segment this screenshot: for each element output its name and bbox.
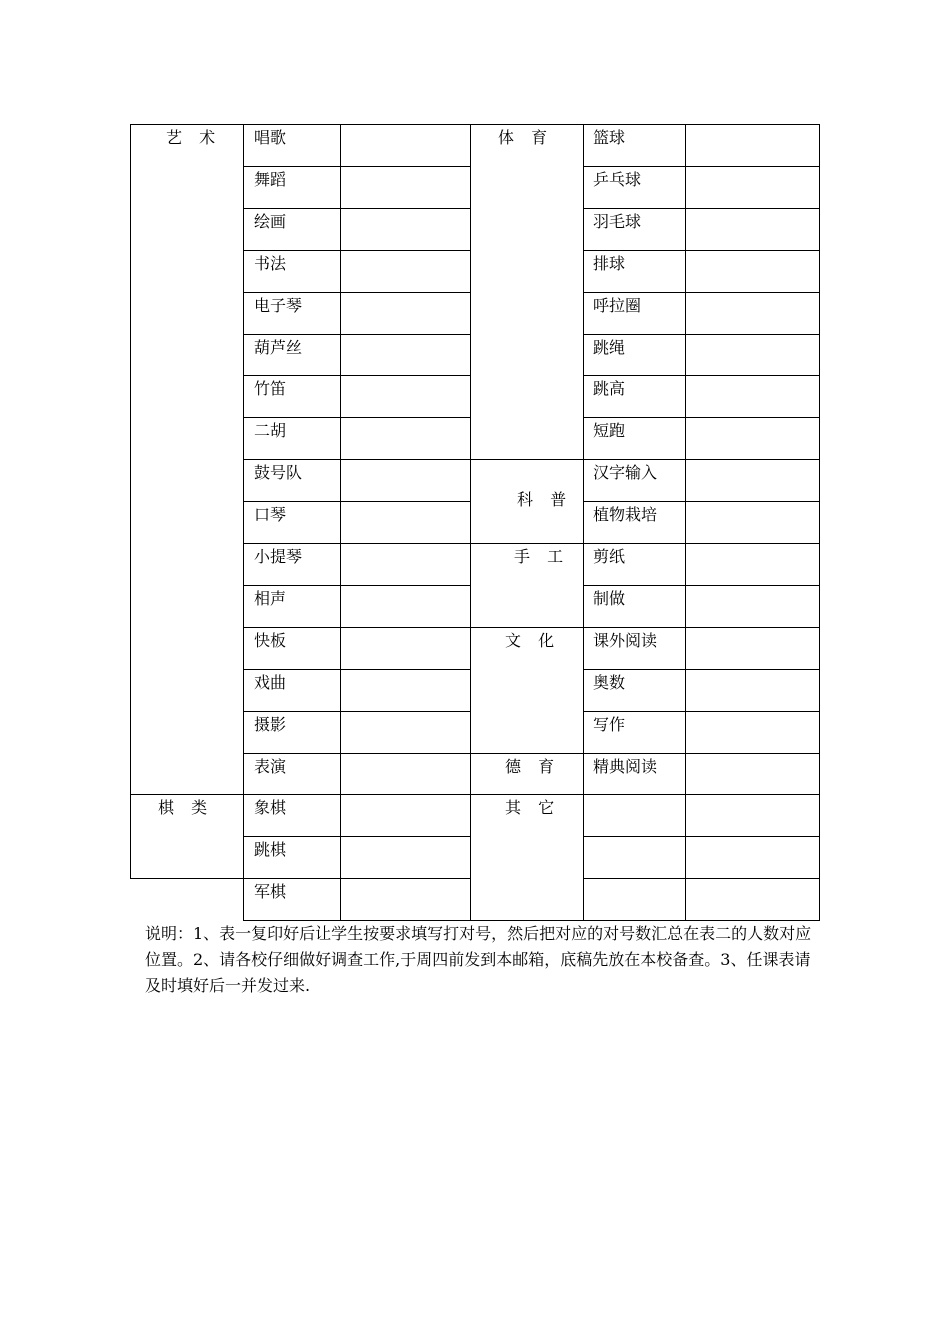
grid-line-right-row-10: [583, 543, 819, 544]
group-label-culture: 文 化: [505, 631, 561, 650]
grid-line-right-row-16: [583, 794, 819, 795]
left-item-label: 口琴: [254, 505, 287, 524]
right-item-label: 乒乓球: [593, 170, 642, 189]
right-item-label: 跳绳: [593, 338, 626, 357]
grid-line-right-row-18: [583, 878, 819, 879]
right-item-label: 植物栽培: [593, 505, 658, 524]
notes-paragraph: 说明：1、表一复印好后让学生按要求填写打对号，然后把对应的对号数汇总在表二的人数对应位置。2、请各校仔细做好调查工作,于周四前发到本邮箱，底稿先放在本校备查。3、任课表请及时填好后一并发过来.: [145, 924, 812, 995]
grid-line-middle: [470, 124, 471, 920]
grid-line-right-group-8: [470, 459, 583, 460]
left-item-label: 舞蹈: [254, 170, 287, 189]
right-item-label: 短跑: [593, 421, 626, 440]
grid-line-left-row-14: [243, 711, 470, 712]
grid-line-top: [130, 124, 819, 125]
left-item-label: 电子琴: [254, 296, 303, 315]
group-label-science: 科 普: [517, 490, 573, 509]
grid-line-left-row-17: [243, 836, 470, 837]
grid-line-left-row-15: [243, 753, 470, 754]
grid-line-left-row-6: [243, 375, 470, 376]
group-label-chess: 棋 类: [158, 798, 214, 817]
group-label-sports: 体 育: [498, 128, 554, 147]
left-item-label: 竹笛: [254, 379, 287, 398]
grid-line-left-row-10: [243, 543, 470, 544]
left-item-label: 书法: [254, 254, 287, 273]
right-item-label: 羽毛球: [593, 212, 642, 231]
right-item-label: 呼拉圈: [593, 296, 642, 315]
left-item-label: 绘画: [254, 212, 287, 231]
left-item-label: 相声: [254, 589, 287, 608]
grid-line-right-row-13: [583, 669, 819, 670]
left-item-label: 唱歌: [254, 128, 287, 147]
grid-line-left-row-8: [243, 459, 470, 460]
grid-line-left-row-12: [243, 627, 470, 628]
grid-line-right-row-11: [583, 585, 819, 586]
right-item-label: 写作: [593, 715, 626, 734]
survey-table: [130, 124, 820, 921]
grid-line-left-row-5: [243, 334, 470, 335]
grid-line-left-row-13: [243, 669, 470, 670]
right-item-label: 排球: [593, 254, 626, 273]
grid-line-right-row-5: [583, 334, 819, 335]
right-item-label: 奥数: [593, 673, 626, 692]
grid-line-right-row-9: [583, 501, 819, 502]
grid-line-left-item: [243, 124, 244, 920]
grid-line-right-group-12: [470, 627, 583, 628]
grid-line-right-row-4: [583, 292, 819, 293]
grid-line-right-item: [583, 124, 584, 920]
grid-line-left-row-3: [243, 250, 470, 251]
left-item-label: 摄影: [254, 715, 287, 734]
left-item-label: 快板: [254, 631, 287, 650]
grid-line-right-row-6: [583, 375, 819, 376]
left-item-label: 戏曲: [254, 673, 287, 692]
right-item-label: 汉字输入: [593, 463, 658, 482]
right-item-label: 精典阅读: [593, 757, 658, 776]
group-label-handcraft: 手 工: [514, 547, 570, 566]
grid-line-right-value: [685, 124, 686, 920]
right-item-label: 剪纸: [593, 547, 626, 566]
grid-line-right-group-10: [470, 543, 583, 544]
left-item-label: 鼓号队: [254, 463, 303, 482]
grid-line-left-row-11: [243, 585, 470, 586]
grid-line-left-row-9: [243, 501, 470, 502]
left-item-label: 小提琴: [254, 547, 303, 566]
grid-line-right-row-8: [583, 459, 819, 460]
grid-line-left-row-2: [243, 208, 470, 209]
grid-line-left-group-16: [130, 794, 243, 795]
grid-line-right-row-3: [583, 250, 819, 251]
grid-line-right-row-7: [583, 417, 819, 418]
grid-line-right-row-17: [583, 836, 819, 837]
grid-line-right-row-15: [583, 753, 819, 754]
grid-line-left-outer: [130, 124, 131, 878]
grid-line-left-row-16: [243, 794, 470, 795]
left-item-label: 跳棋: [254, 840, 287, 859]
grid-line-right-row-14: [583, 711, 819, 712]
left-item-label: 葫芦丝: [254, 338, 303, 357]
grid-line-left-value: [340, 124, 341, 920]
right-item-label: 跳高: [593, 379, 626, 398]
grid-line-right-row-1: [583, 166, 819, 167]
right-item-label: 篮球: [593, 128, 626, 147]
left-item-label: 军棋: [254, 882, 287, 901]
grid-line-left-group-18: [130, 878, 243, 879]
right-item-label: 制做: [593, 589, 626, 608]
right-item-label: 课外阅读: [593, 631, 658, 650]
grid-line-right-group-15: [470, 753, 583, 754]
left-item-label: 二胡: [254, 421, 287, 440]
group-label-art: 艺 术: [166, 128, 222, 147]
group-label-other: 其 它: [505, 798, 561, 817]
left-item-label: 象棋: [254, 798, 287, 817]
grid-line-right-row-2: [583, 208, 819, 209]
grid-line-left-row-18: [243, 878, 470, 879]
grid-line-left-row-4: [243, 292, 470, 293]
grid-line-right-outer: [819, 124, 820, 921]
group-label-moral: 德 育: [505, 757, 561, 776]
grid-line-left-row-7: [243, 417, 470, 418]
grid-line-left-row-1: [243, 166, 470, 167]
grid-line-right-group-16: [470, 794, 583, 795]
left-item-label: 表演: [254, 757, 287, 776]
grid-line-right-row-12: [583, 627, 819, 628]
